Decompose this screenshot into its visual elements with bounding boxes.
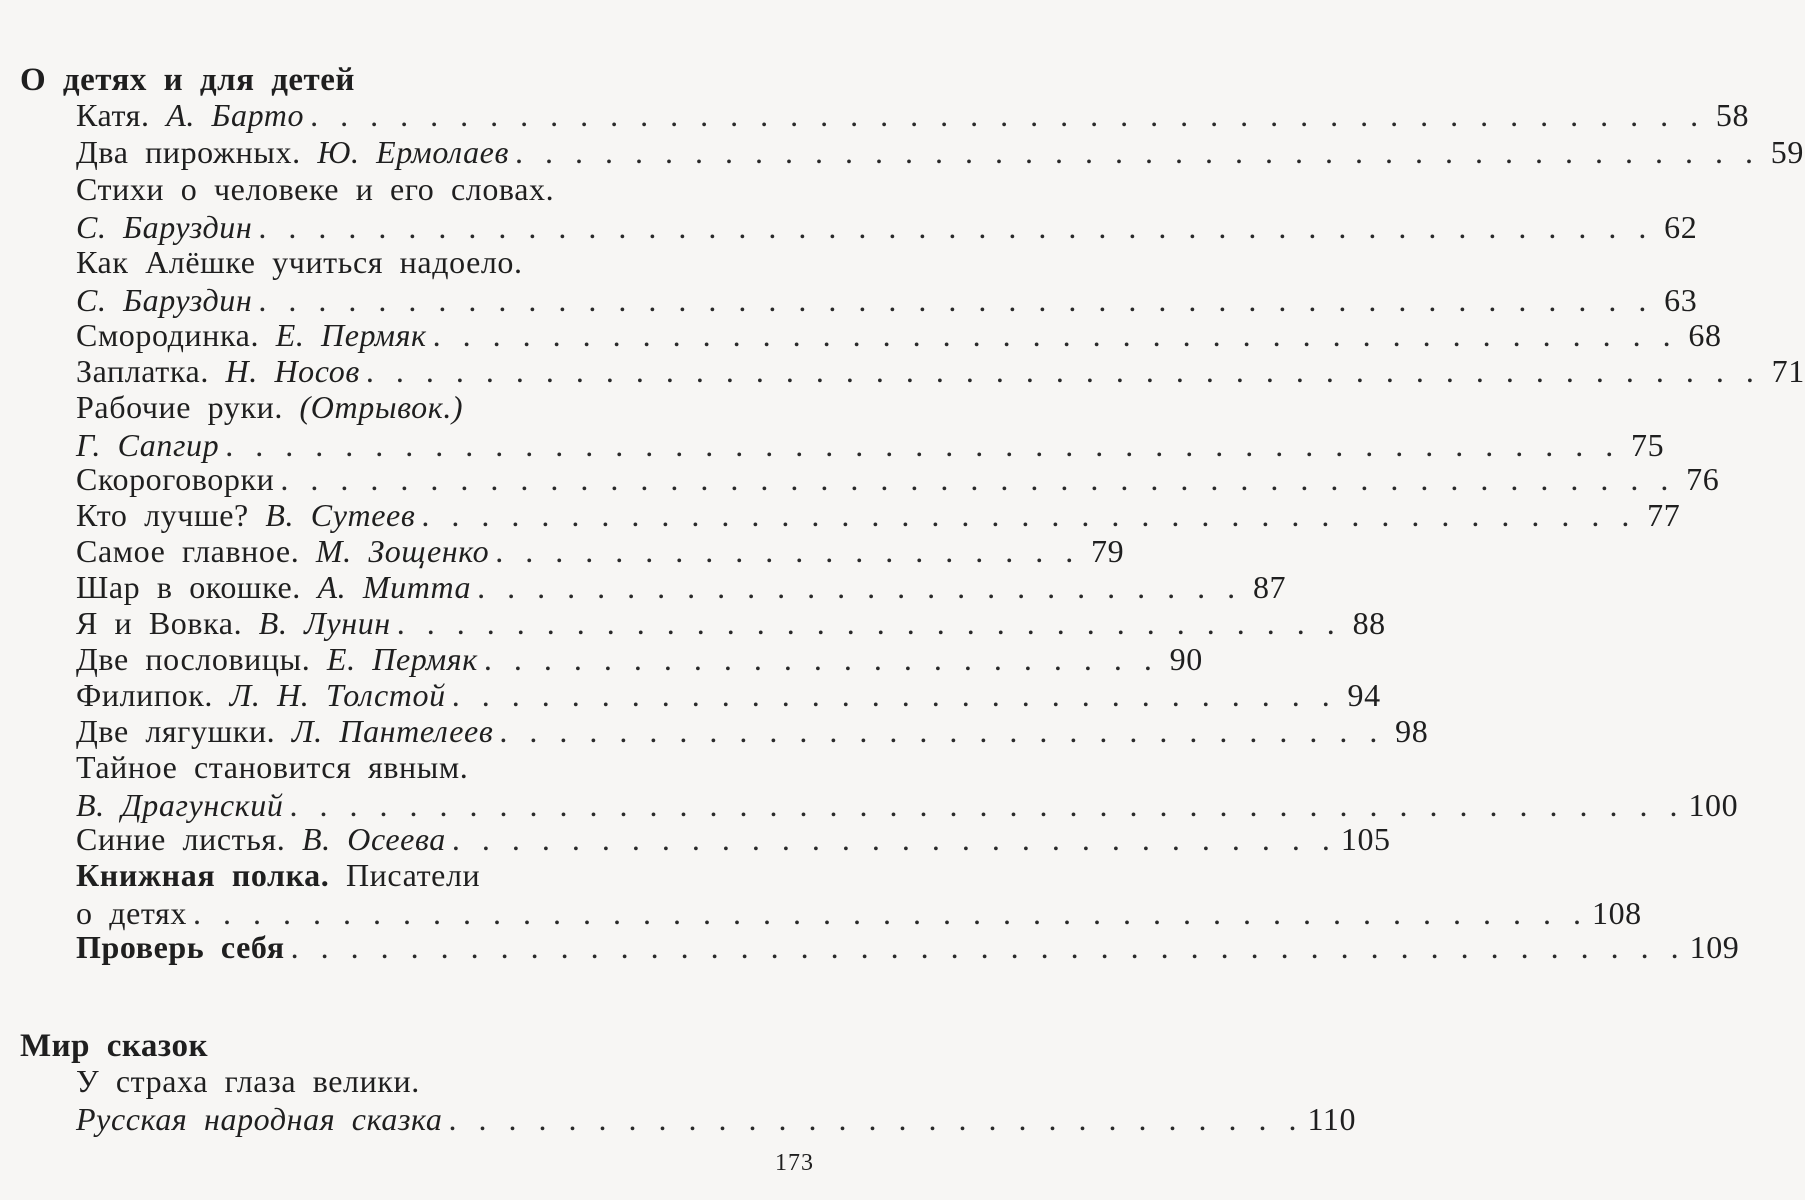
entry-page: 76 — [1686, 461, 1720, 497]
entry-author: А. Барто — [166, 97, 305, 133]
dot-leader: . . . . . . . . . . . . . . . . . . . . . . . . . . . . . . . . . . . . . . . . . . . . . . . — [310, 97, 1702, 133]
entry-title: Я и Вовка. — [76, 605, 243, 641]
dot-leader: . . . . . . . . . . . . . . . . . . . . . . . . . . . . . . . . . . . . . . . . . . . . . . . — [192, 895, 1584, 931]
page-number: 173 — [775, 1150, 814, 1176]
dot-leader: . . . . . . . . . . . . . . . . . . . . . . . . . . . . . . . . . . . . . . . . . . . . . . . — [280, 461, 1672, 497]
entry-page: 58 — [1715, 97, 1750, 133]
toc-entry[interactable] — [76, 928, 1740, 966]
entry-author: В. Осеева — [301, 821, 446, 857]
toc-entry[interactable] — [76, 532, 1125, 570]
entry-page: 98 — [1395, 713, 1429, 749]
dot-leader: . . . . . . . . . . . . . . . . . . . . — [495, 533, 1077, 569]
entry-author: В. Драгунский — [76, 787, 284, 823]
entry-title-bold: Проверь себя — [76, 929, 285, 965]
toc-entry[interactable] — [76, 388, 1665, 464]
toc-entry[interactable] — [76, 352, 1805, 390]
entry-author: Л. Пантелеев — [291, 713, 494, 749]
entry-title: Синие листья. — [76, 821, 286, 857]
toc-entry[interactable] — [76, 243, 1698, 319]
dot-leader: . . . . . . . . . . . . . . . . . . . . . . . . . . . . . . . . . . . . . . . . . . — [514, 134, 1756, 170]
entry-author: Н. Носов — [225, 353, 360, 389]
entry-author: Е. Пермяк — [326, 641, 478, 677]
entry-author: Ю. Ермолаев — [317, 134, 509, 170]
entry-author: В. Сутеев — [265, 497, 416, 533]
entry-title: У страха глаза велики. — [76, 1063, 420, 1099]
toc-entry[interactable] — [76, 712, 1429, 750]
entry-page: 63 — [1664, 282, 1698, 318]
toc-entry[interactable] — [76, 568, 1287, 606]
entry-page: 75 — [1631, 427, 1665, 463]
entry-title: Заплатка. — [76, 353, 209, 389]
entry-author: Русская народная сказка — [76, 1101, 443, 1137]
entry-title: Филипок. — [76, 677, 213, 713]
entry-title: Самое главное. — [76, 533, 300, 569]
entry-page: 94 — [1347, 677, 1381, 713]
section-title: О детях и для детей — [20, 62, 355, 98]
entry-title: Рабочие руки. — [76, 389, 283, 425]
entry-title-bold: Книжная полка. — [76, 857, 330, 893]
entry-page: 59 — [1770, 134, 1804, 170]
dot-leader: . . . . . . . . . . . . . . . . . . . . . . . . . . . . . . . . . . . . . . . . . . . . . . . — [290, 929, 1682, 965]
entry-title: Писатели — [345, 857, 481, 893]
toc-entry[interactable] — [76, 496, 1681, 534]
dot-leader: . . . . . . . . . . . . . . . . . . . . . . . . . . . . . — [448, 1101, 1300, 1137]
entry-author: А. Митта — [317, 569, 472, 605]
dot-leader: . . . . . . . . . . . . . . . . . . . . . . . . . . . . . . . . . . . . . . . . . . . . . . . — [258, 282, 1650, 318]
entry-title: Стихи о человеке и его словах. — [76, 171, 555, 207]
entry-page: 90 — [1169, 641, 1203, 677]
entry-page: 62 — [1664, 209, 1698, 245]
entry-note: (Отрывок.) — [299, 389, 464, 425]
toc-entry[interactable] — [76, 170, 1698, 246]
entry-author: М. Зощенко — [315, 533, 490, 569]
dot-leader: . . . . . . . . . . . . . . . . . . . . . . . . . . . . . . — [451, 821, 1333, 857]
dot-leader: . . . . . . . . . . . . . . . . . . . . . . . . . . . . . . . . . . . . . . . . . . . . . . . — [258, 209, 1650, 245]
entry-title-continued: о детях — [76, 895, 187, 931]
entry-page: 110 — [1307, 1101, 1357, 1137]
dot-leader: . . . . . . . . . . . . . . . . . . . . . . . . . . . . . . . . — [396, 605, 1338, 641]
entry-title: Две пословицы. — [76, 641, 311, 677]
toc-entry[interactable] — [76, 1062, 1357, 1138]
dot-leader: . . . . . . . . . . . . . . . . . . . . . . . . . . — [477, 569, 1239, 605]
entry-title: Тайное становится явным. — [76, 749, 469, 785]
entry-title: Две лягушки. — [76, 713, 276, 749]
entry-title: Катя. — [76, 97, 150, 133]
dot-leader: . . . . . . . . . . . . . . . . . . . . . . . . . . . . . . . . . . . . . . . . . . — [432, 317, 1674, 353]
toc-entry[interactable] — [76, 96, 1750, 134]
toc-entry[interactable] — [76, 133, 1804, 171]
dot-leader: . . . . . . . . . . . . . . . . . . . . . . . . . . . . . . — [451, 677, 1333, 713]
entry-page: 100 — [1688, 787, 1739, 823]
entry-author: Г. Сапгир — [76, 427, 220, 463]
entry-page: 68 — [1688, 317, 1722, 353]
dot-leader: . . . . . . . . . . . . . . . . . . . . . . . . . . . . . . . . . . . . . . . . . . . . . . . — [365, 353, 1757, 389]
toc-entry[interactable] — [76, 676, 1381, 714]
entry-page: 87 — [1252, 569, 1287, 605]
dot-leader: . . . . . . . . . . . . . . . . . . . . . . . — [483, 641, 1155, 677]
entry-page: 108 — [1591, 895, 1642, 931]
toc-entry[interactable] — [76, 640, 1203, 678]
entry-title: Два пирожных. — [76, 134, 301, 170]
section-title: Мир сказок — [20, 1028, 209, 1064]
entry-page: 109 — [1689, 929, 1740, 965]
entry-title: Смородинка. — [76, 317, 260, 353]
entry-page: 88 — [1352, 605, 1386, 641]
toc-entry[interactable] — [76, 748, 1739, 824]
dot-leader: . . . . . . . . . . . . . . . . . . . . . . . . . . . . . . . . . . . . . . . . . — [421, 497, 1633, 533]
entry-page: 71 — [1771, 353, 1805, 389]
toc-entry[interactable] — [76, 316, 1722, 354]
entry-title: Кто лучше? — [76, 497, 249, 533]
toc-entry[interactable] — [76, 604, 1386, 642]
entry-title: Как Алёшке учиться надоело. — [76, 244, 523, 280]
entry-author: В. Лунин — [258, 605, 391, 641]
dot-leader: . . . . . . . . . . . . . . . . . . . . . . . . . . . . . . — [499, 713, 1381, 749]
entry-title: Шар в окошке. — [76, 569, 301, 605]
toc-entry[interactable] — [76, 460, 1720, 498]
entry-author: С. Баруздин — [76, 282, 253, 318]
dot-leader: . . . . . . . . . . . . . . . . . . . . . . . . . . . . . . . . . . . . . . . . . . . . . . . — [289, 787, 1681, 823]
toc-entry[interactable] — [76, 856, 1642, 932]
entry-title: Скороговорки — [76, 461, 275, 497]
toc-entry[interactable] — [76, 820, 1391, 858]
entry-author: С. Баруздин — [76, 209, 253, 245]
entry-page: 105 — [1340, 821, 1391, 857]
dot-leader: . . . . . . . . . . . . . . . . . . . . . . . . . . . . . . . . . . . . . . . . . . . . . . . — [225, 427, 1617, 463]
entry-page: 79 — [1090, 533, 1125, 569]
entry-page: 77 — [1647, 497, 1681, 533]
entry-author: Е. Пермяк — [275, 317, 427, 353]
entry-author: Л. Н. Толстой — [229, 677, 446, 713]
